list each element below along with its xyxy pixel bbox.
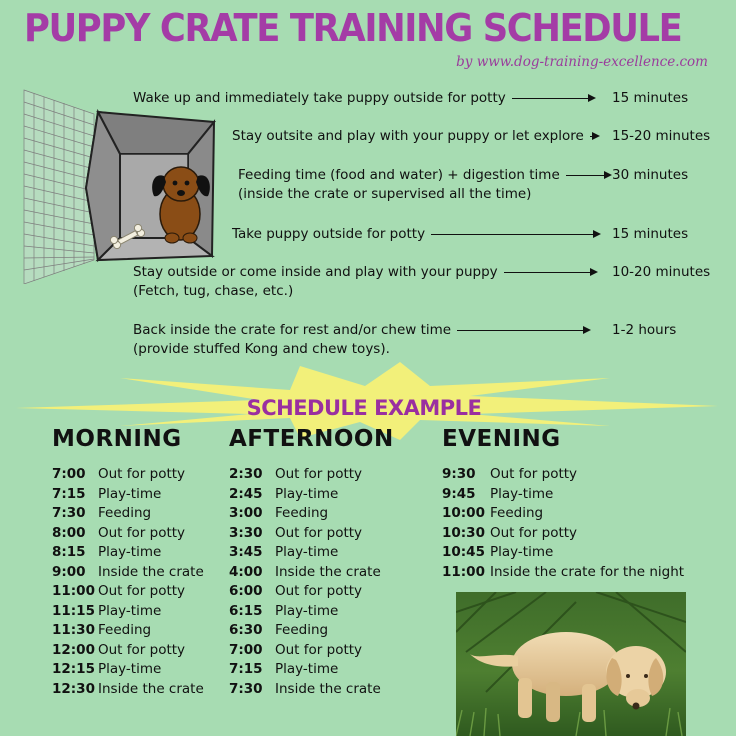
step-text: Back inside the crate for rest and/or chew time — [133, 322, 452, 338]
activity-label: Play-time — [275, 544, 339, 560]
puppy-photo — [456, 592, 686, 736]
step-text: Feeding time (food and water) + digestion time — [238, 167, 560, 183]
schedule-step-3 — [238, 166, 616, 204]
time-label: 2:45 — [229, 485, 263, 502]
time-label: 12:30 — [52, 680, 95, 697]
activity-label: Feeding — [98, 622, 152, 638]
activity-label: Inside the crate — [275, 563, 381, 580]
evening-schedule — [442, 465, 684, 582]
time-label: 9:45 — [442, 485, 476, 502]
activity-label: Out for potty — [98, 466, 186, 482]
activity-label: Out for potty — [275, 524, 363, 541]
time-label: 10:30 — [442, 524, 485, 541]
step-duration: 30 minutes — [612, 167, 689, 183]
schedule-step-2 — [232, 127, 604, 146]
time-label: 11:15 — [52, 602, 95, 619]
activity-label: Play-time — [98, 544, 162, 560]
afternoon-heading: AFTERNOON — [229, 426, 394, 452]
activity-label: Feeding — [490, 505, 544, 521]
list-item — [52, 465, 204, 485]
step-duration: 15-20 minutes — [612, 128, 711, 144]
activity-label: Inside the crate — [98, 563, 204, 580]
time-label: 6:00 — [229, 583, 263, 599]
list-item — [442, 465, 684, 485]
activity-label: Inside the crate — [98, 680, 204, 697]
list-item — [52, 524, 204, 544]
schedule-example-title: SCHEDULE EXAMPLE — [246, 396, 482, 420]
activity-label: Feeding — [275, 505, 329, 521]
crate-door-grid — [24, 90, 94, 284]
arrow-right-icon — [504, 272, 596, 273]
morning-heading: MORNING — [52, 426, 182, 452]
activity-label: Out for potty — [490, 524, 578, 541]
schedule-step-1 — [133, 89, 600, 108]
schedule-step-5 — [133, 263, 602, 301]
time-label: 3:30 — [229, 524, 263, 541]
step-duration: 10-20 minutes — [612, 264, 711, 280]
evening-heading: EVENING — [442, 426, 561, 452]
list-item — [442, 504, 684, 524]
list-item — [442, 524, 684, 544]
list-item — [229, 621, 381, 641]
byline: by www.dog-training-excellence.com — [456, 54, 708, 70]
time-label: 3:00 — [229, 505, 263, 521]
time-label: 7:15 — [52, 485, 86, 502]
activity-label: Feeding — [98, 505, 152, 521]
list-item — [52, 641, 204, 661]
activity-label: Play-time — [98, 661, 162, 677]
arrow-right-icon — [431, 234, 599, 235]
crate-illustration — [22, 88, 222, 284]
activity-label: Out for potty — [275, 583, 363, 599]
time-label: 10:00 — [442, 505, 485, 521]
list-item — [229, 563, 381, 583]
arrow-right-icon — [512, 98, 594, 99]
activity-label: Play-time — [98, 602, 162, 619]
list-item — [52, 680, 204, 700]
time-label: 4:00 — [229, 563, 263, 580]
schedule-step-6 — [133, 321, 595, 359]
arrow-right-icon — [566, 175, 610, 176]
list-item — [442, 563, 684, 583]
arrow-right-icon — [457, 330, 589, 331]
list-item — [229, 524, 381, 544]
list-item — [52, 563, 204, 583]
time-label: 10:45 — [442, 544, 485, 560]
list-item — [52, 660, 204, 680]
step-text-note: (Fetch, tug, chase, etc.) — [133, 283, 294, 299]
activity-label: Out for potty — [275, 641, 363, 658]
activity-label: Out for potty — [275, 466, 363, 482]
time-label: 7:00 — [52, 466, 86, 482]
time-label: 8:15 — [52, 544, 86, 560]
time-label: 2:30 — [229, 466, 263, 482]
time-label: 9:00 — [52, 563, 86, 580]
page-title: PUPPY CRATE TRAINING SCHEDULE — [24, 6, 682, 50]
activity-label: Out for potty — [98, 641, 186, 658]
step-duration: 15 minutes — [612, 226, 689, 242]
list-item — [442, 543, 684, 563]
activity-label: Play-time — [275, 602, 339, 619]
time-label: 3:45 — [229, 544, 263, 560]
activity-label: Play-time — [275, 485, 339, 502]
list-item — [229, 680, 381, 700]
time-label: 12:15 — [52, 661, 95, 677]
activity-label: Out for potty — [490, 466, 578, 482]
step-text: Stay outside or come inside and play with your puppy — [133, 264, 498, 280]
list-item — [229, 641, 381, 661]
arrow-right-icon — [590, 136, 598, 137]
activity-label: Out for potty — [98, 583, 186, 599]
list-item — [52, 504, 204, 524]
step-text: Take puppy outside for potty — [232, 226, 426, 242]
time-label: 7:00 — [229, 641, 263, 658]
list-item — [229, 465, 381, 485]
step-duration: 15 minutes — [612, 90, 689, 106]
list-item — [52, 582, 204, 602]
time-label: 8:00 — [52, 524, 86, 541]
time-label: 11:00 — [442, 563, 485, 580]
activity-label: Play-time — [98, 485, 162, 502]
schedule-step-4 — [232, 225, 605, 244]
time-label: 11:30 — [52, 622, 95, 638]
time-label: 12:00 — [52, 641, 95, 658]
list-item — [229, 485, 381, 505]
activity-label: Inside the crate for the night — [490, 563, 685, 580]
time-label: 6:15 — [229, 602, 263, 619]
activity-label: Play-time — [490, 544, 554, 560]
time-label: 11:00 — [52, 583, 95, 599]
list-item — [229, 504, 381, 524]
step-text-note: (inside the crate or supervised all the time) — [238, 186, 532, 202]
step-text: Wake up and immediately take puppy outside for potty — [133, 90, 506, 106]
list-item — [229, 660, 381, 680]
activity-label: Inside the crate — [275, 680, 381, 697]
activity-label: Play-time — [275, 661, 339, 677]
step-duration: 1-2 hours — [612, 322, 677, 338]
list-item — [442, 485, 684, 505]
list-item — [229, 582, 381, 602]
step-text-note: (provide stuffed Kong and chew toys). — [133, 341, 390, 357]
activity-label: Out for potty — [98, 524, 186, 541]
time-label: 9:30 — [442, 466, 476, 482]
list-item — [229, 543, 381, 563]
morning-schedule — [52, 465, 204, 699]
time-label: 6:30 — [229, 622, 263, 638]
list-item — [52, 543, 204, 563]
activity-label: Feeding — [275, 622, 329, 638]
list-item — [52, 621, 204, 641]
step-text: Stay outsite and play with your puppy or let explore — [232, 128, 584, 144]
time-label: 7:30 — [52, 505, 86, 521]
time-label: 7:15 — [229, 661, 263, 677]
list-item — [52, 485, 204, 505]
activity-label: Play-time — [490, 485, 554, 502]
list-item — [229, 602, 381, 622]
afternoon-schedule — [229, 465, 381, 699]
time-label: 7:30 — [229, 680, 263, 697]
list-item — [52, 602, 204, 622]
